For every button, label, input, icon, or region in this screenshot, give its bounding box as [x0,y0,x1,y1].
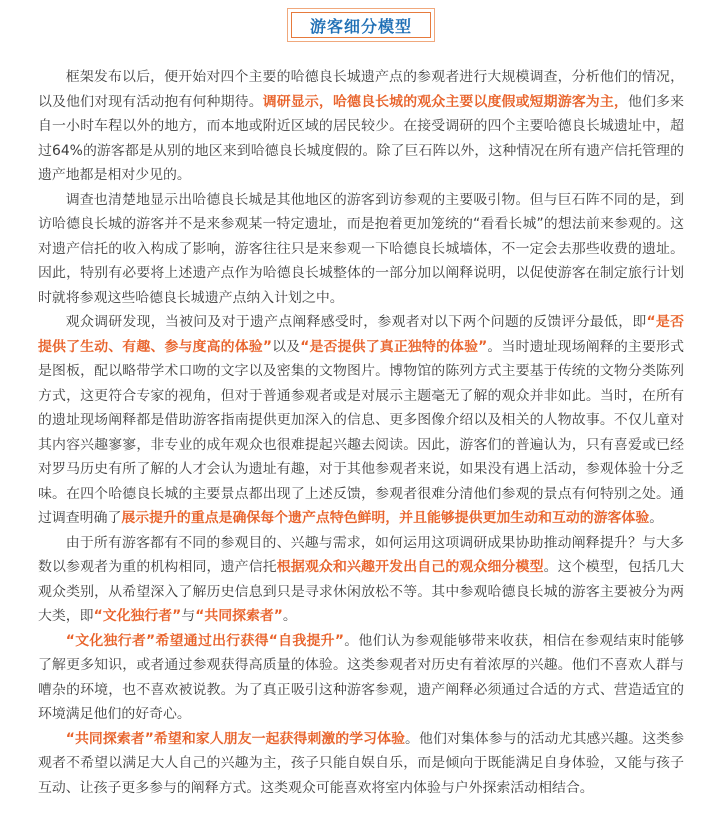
highlighted-text: “文化独行者” [93,608,182,624]
highlighted-text: 展示提升的重点是确保每个遗产点特色鲜明，并且能够提供更加生动和互动的游客体验 [121,510,650,526]
body-text: 。这个模型，包括几大观众类别，从希望深入了解历史信息到只是寻求休闲放松不等。其中参观哈德良长城的游客主要被分为两大类，即 [38,559,684,624]
section-title: 游客细分模型 [309,16,412,36]
paragraph [38,727,684,801]
paragraph [38,531,684,629]
highlighted-text: “是否提供了真正独特的体验” [300,338,488,355]
body-text: 由于所有游客都有不同的参观目的、兴趣与需求，如何运用这项调研成果协助推动阐释提升？与大多数以参观者为重的机构相同，遗产信托 [38,534,684,575]
paragraph [38,188,684,311]
highlighted-text: 根据观众和兴趣开发出自己的观众细分模型 [276,559,544,575]
body-text: 。他们认为参观能够带来收获，相信在参观结束时能够了解更多知识，或者通过参观获得高质量的体验。这类参观者对历史有着浓厚的兴趣。他们不喜欢人群与嘈杂的环境，也不喜欢被说教。为了真正吸引这种游客参观，遗产阐释必须通过合适的方式、营造适宜的环境满足他们的好奇心。 [38,632,684,722]
paragraph [38,310,684,531]
body-text: 。他们对集体参与的活动尤其感兴趣。这类参观者不希望以满足大人自己的兴趣为主，孩子只能自娱自乐，而是倾向于既能满足自身体验，又能与孩子互动、让孩子更多参与的阐释方式。这类观众可能喜欢将室内体验与户外探索活动相结合。 [38,730,684,796]
article-body [38,65,684,800]
body-text: 框架发布以后，便开始对四个主要的哈德良长城遗产点的参观者进行大规模调查，分析他们的情况，以及他们对现有活动抱有何种期待。 [38,69,684,110]
body-text: 观众调研发现，当被问及对于遗产点阐释感受时，参观者对以下两个问题的反馈评分最低，即 [65,314,647,330]
body-text: 他们多来自一小时车程以外的地方，而本地或附近区域的居民较少。在接受调研的四个主要哈德良长城遗址中，超过64%的游客都是从别的地区来到哈德良长城度假的。除了巨石阵以外，这种情况在所有遗产信托管理的遗产地都是相对少见的。 [38,93,684,183]
body-text: 。当时遗址现场阐释的主要形式是图板，配以略带学术口吻的文字以及密集的文物图片。博物馆的陈列方式主要基于传统的文物分类陈列方式，这更符合专家的视角，但对于普通参观者或是对展示主题毫无了解的观众并非如此。当时，在所有的遗址现场阐释都是借助游客指南提供更加深入的信息、更多图像介绍以及相关的人物故事。不仅儿童对其内容兴趣寥寥，非专业的成年观众也很难提起兴趣去阅读。因此，游客们的普遍认为，只有喜爱或已经对罗马历史有所了解的人才会认为遗址有趣，对于其他参观者来说，如果没有遇上活动，参观体验十分乏味。在四个哈德良长城的主要景点都出现了上述反馈，参观者很难分清他们参观的景点有何特别之处。通过调查明确了 [38,338,684,526]
title-box [287,8,435,42]
highlighted-text: “是否提供了生动、有趣、参与度高的体验” [38,314,684,355]
body-text: 。 [282,608,297,624]
body-text: 。 [649,510,664,526]
body-text: 调查也清楚地显示出哈德良长城是其他地区的游客到访参观的主要吸引物。但与巨石阵不同的是，到访哈德良长城的游客并不是来参观某一特定遗址，而是抱着更加笼统的“看看长城”的想法前来参观的。这对遗产信托的收入构成了影响，游客往往只是来参观一下哈德良长城墙体，不一定会去那些收费的遗址。因此，特别有必要将上述遗产点作为哈德良长城整体的一部分加以阐释说明，以促使游客在制定旅行计划时就将参观这些哈德良长城遗产点纳入计划之中。 [38,191,684,306]
highlighted-text: “共同探索者”希望和家人朋友一起获得刺激的学习体验 [65,730,406,747]
body-text: 以及 [271,338,301,355]
body-text: 与 [181,608,196,624]
title-wrap [38,8,684,42]
paragraph [38,629,684,727]
paragraph [38,65,684,188]
highlighted-text: “共同探索者” [195,608,283,624]
highlighted-text: “文化独行者”希望通过出行获得“自我提升” [65,632,344,649]
highlighted-text: 调研显示，哈德良长城的观众主要以度假或短期游客为主， [262,93,628,110]
